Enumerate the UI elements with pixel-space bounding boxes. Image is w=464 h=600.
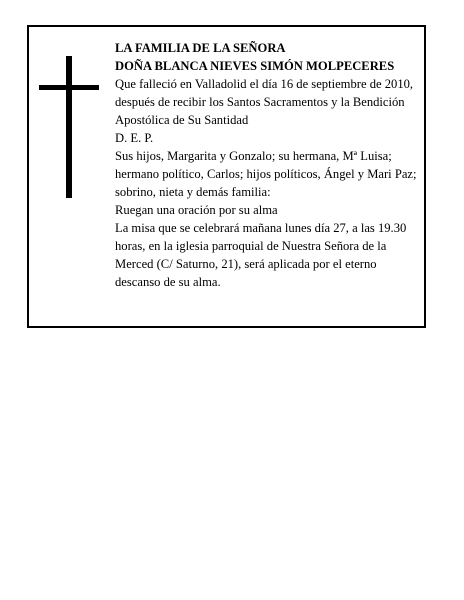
- cross-vertical-bar: [66, 56, 72, 198]
- prayer-request: Ruegan una oración por su alma: [115, 203, 278, 217]
- cross-icon: [39, 56, 99, 198]
- cross-horizontal-bar: [39, 85, 99, 90]
- death-statement: Que falleció en Valladolid el día 16 de septiembre de 2010, después de recibir los Santos Sacramentos y la Bendición Apostólica de Su Santidad: [115, 77, 414, 127]
- deceased-name: DOÑA BLANCA NIEVES SIMÓN MOLPECERES: [115, 59, 395, 73]
- family-line: LA FAMILIA DE LA SEÑORA: [115, 41, 286, 55]
- rip-text: D. E. P.: [115, 131, 154, 145]
- family-members: Sus hijos, Margarita y Gonzalo; su hermana, Mª Luisa; hermano político, Carlos; hijos políticos, Ángel y Mari Paz; sobrino, nieta y demás familia:: [115, 149, 417, 199]
- mass-info: La misa que se celebrará mañana lunes día 27, a las 19.30 horas, en la iglesia parroquial de Nuestra Señora de la Merced (C/ Saturno, 21), será aplicada por el eterno descanso de su alma.: [115, 221, 407, 289]
- obituary-notice: [27, 25, 426, 328]
- notice-text: [115, 39, 421, 291]
